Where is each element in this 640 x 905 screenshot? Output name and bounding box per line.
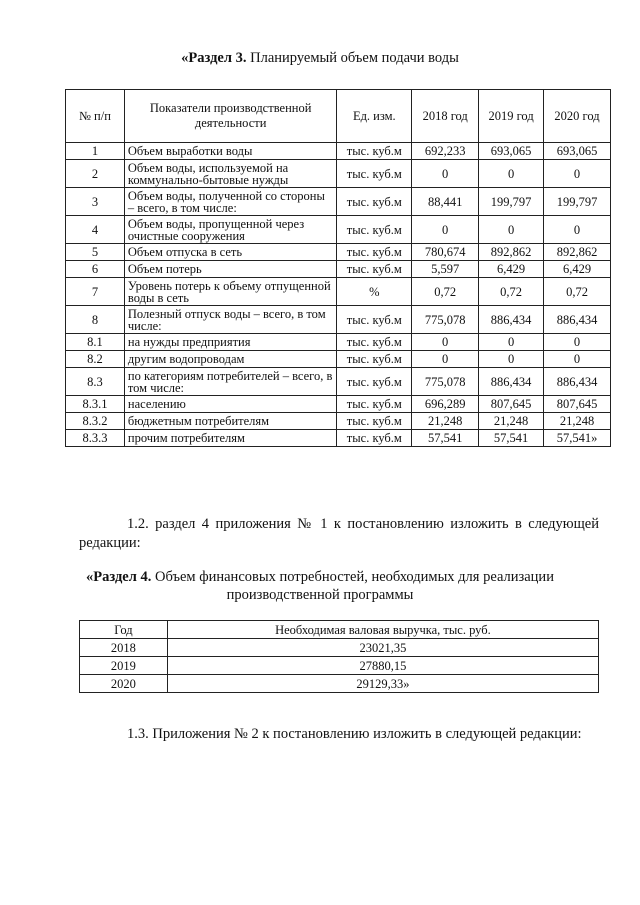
table-row: [66, 430, 611, 447]
row-value-2019: 0: [479, 160, 544, 188]
section3-title: [0, 50, 640, 67]
row-value-2018: 0: [412, 351, 479, 368]
table-row: [66, 396, 611, 413]
row-number: 5: [66, 244, 125, 261]
table-row: [80, 657, 599, 675]
row-year: 2020: [80, 675, 168, 693]
row-indicator: прочим потребителям: [124, 430, 337, 447]
row-unit: тыс. куб.м: [337, 368, 412, 396]
financial-needs-table: [79, 620, 599, 693]
row-value-2019: 199,797: [479, 188, 544, 216]
row-unit: тыс. куб.м: [337, 188, 412, 216]
row-value-2019: 0,72: [479, 278, 544, 306]
row-value-2020: 0: [544, 216, 611, 244]
row-unit: %: [337, 278, 412, 306]
table-row: [66, 188, 611, 216]
row-unit: тыс. куб.м: [337, 216, 412, 244]
row-value-2020: 0: [544, 334, 611, 351]
row-number: 7: [66, 278, 125, 306]
paragraph-1-2: 1.2. раздел 4 приложения № 1 к постановлению изложить в следующей редакции:: [79, 516, 599, 551]
row-indicator: Объем воды, пропущенной через очистные сооружения: [124, 216, 337, 244]
row-unit: тыс. куб.м: [337, 143, 412, 160]
row-number: 4: [66, 216, 125, 244]
header-2019: 2019 год: [479, 90, 544, 143]
table-row: [66, 278, 611, 306]
row-unit: тыс. куб.м: [337, 160, 412, 188]
row-value-2018: 696,289: [412, 396, 479, 413]
row-value-2018: 21,248: [412, 413, 479, 430]
row-year: 2019: [80, 657, 168, 675]
table-header-row: [66, 90, 611, 143]
row-value-2019: 892,862: [479, 244, 544, 261]
table-row: [66, 306, 611, 334]
table-row: [66, 334, 611, 351]
header-2020: 2020 год: [544, 90, 611, 143]
row-number: 8.3.2: [66, 413, 125, 430]
row-value-2020: 0: [544, 351, 611, 368]
row-unit: тыс. куб.м: [337, 306, 412, 334]
row-value-2018: 57,541: [412, 430, 479, 447]
row-value-2020: 807,645: [544, 396, 611, 413]
row-value-2020: 199,797: [544, 188, 611, 216]
row-indicator: Уровень потерь к объему отпущенной воды в сеть: [124, 278, 337, 306]
table-header-row: [80, 621, 599, 639]
table-row: [80, 675, 599, 693]
row-value-2020: 57,541»: [544, 430, 611, 447]
row-unit: тыс. куб.м: [337, 261, 412, 278]
header-num: № п/п: [66, 90, 125, 143]
row-value-2018: 0: [412, 160, 479, 188]
row-value-2020: 693,065: [544, 143, 611, 160]
row-value-2020: 886,434: [544, 306, 611, 334]
section4-title-text: Объем финансовых потребностей, необходимых для реализации: [154, 569, 554, 585]
row-revenue: 29129,33»: [167, 675, 598, 693]
paragraph-1-3: 1.3. Приложения № 2 к постановлению изложить в следующей редакции:: [127, 726, 582, 742]
header-indicator: Показатели производственной деятельности: [124, 90, 337, 143]
row-value-2020: 0: [544, 160, 611, 188]
section3-title-bold: «Раздел 3.: [181, 50, 247, 66]
row-value-2020: 886,434: [544, 368, 611, 396]
header-revenue: Необходимая валовая выручка, тыс. руб.: [167, 621, 598, 639]
row-number: 3: [66, 188, 125, 216]
row-value-2019: 0: [479, 351, 544, 368]
row-value-2019: 886,434: [479, 306, 544, 334]
row-value-2019: 886,434: [479, 368, 544, 396]
row-indicator: Объем воды, используемой на коммунально-бытовые нужды: [124, 160, 337, 188]
table-body: [80, 639, 599, 693]
row-value-2020: 0,72: [544, 278, 611, 306]
row-unit: тыс. куб.м: [337, 244, 412, 261]
row-value-2020: 21,248: [544, 413, 611, 430]
row-number: 1: [66, 143, 125, 160]
section3-title-text: Планируемый объем подачи воды: [250, 50, 459, 66]
row-value-2018: 780,674: [412, 244, 479, 261]
row-value-2018: 88,441: [412, 188, 479, 216]
table-row: [66, 368, 611, 396]
row-indicator: Объем потерь: [124, 261, 337, 278]
row-value-2018: 0,72: [412, 278, 479, 306]
row-number: 8: [66, 306, 125, 334]
header-2018: 2018 год: [412, 90, 479, 143]
row-value-2020: 892,862: [544, 244, 611, 261]
row-value-2019: 0: [479, 334, 544, 351]
row-revenue: 23021,35: [167, 639, 598, 657]
row-value-2019: 807,645: [479, 396, 544, 413]
row-value-2018: 0: [412, 334, 479, 351]
row-value-2019: 21,248: [479, 413, 544, 430]
row-unit: тыс. куб.м: [337, 413, 412, 430]
table-row: [66, 351, 611, 368]
row-value-2018: 692,233: [412, 143, 479, 160]
row-year: 2018: [80, 639, 168, 657]
row-number: 2: [66, 160, 125, 188]
row-unit: тыс. куб.м: [337, 351, 412, 368]
row-value-2019: 6,429: [479, 261, 544, 278]
row-unit: тыс. куб.м: [337, 396, 412, 413]
row-value-2019: 57,541: [479, 430, 544, 447]
row-indicator: на нужды предприятия: [124, 334, 337, 351]
row-value-2020: 6,429: [544, 261, 611, 278]
table-row: [66, 143, 611, 160]
row-number: 8.3.3: [66, 430, 125, 447]
row-value-2018: 5,597: [412, 261, 479, 278]
header-year: Год: [80, 621, 168, 639]
row-indicator: Объем отпуска в сеть: [124, 244, 337, 261]
table-row: [66, 244, 611, 261]
planned-water-supply-table: [65, 89, 611, 447]
row-number: 8.3.1: [66, 396, 125, 413]
row-value-2019: 693,065: [479, 143, 544, 160]
row-indicator: населению: [124, 396, 337, 413]
table-row: [66, 216, 611, 244]
row-revenue: 27880,15: [167, 657, 598, 675]
header-unit: Ед. изм.: [337, 90, 412, 143]
row-value-2018: 775,078: [412, 368, 479, 396]
row-value-2019: 0: [479, 216, 544, 244]
table-body: [66, 143, 611, 447]
row-number: 8.3: [66, 368, 125, 396]
row-indicator: Полезный отпуск воды – всего, в том числе:: [124, 306, 337, 334]
section4-title: [0, 569, 640, 586]
table-row: [66, 413, 611, 430]
row-number: 8.2: [66, 351, 125, 368]
row-indicator: Объем воды, полученной со стороны – всего, в том числе:: [124, 188, 337, 216]
row-indicator: другим водопроводам: [124, 351, 337, 368]
table-row: [66, 261, 611, 278]
row-unit: тыс. куб.м: [337, 334, 412, 351]
row-number: 8.1: [66, 334, 125, 351]
section4-title-line2: производственной программы: [226, 587, 414, 603]
row-number: 6: [66, 261, 125, 278]
row-indicator: Объем выработки воды: [124, 143, 337, 160]
row-value-2018: 775,078: [412, 306, 479, 334]
table-row: [80, 639, 599, 657]
table-row: [66, 160, 611, 188]
row-unit: тыс. куб.м: [337, 430, 412, 447]
row-value-2018: 0: [412, 216, 479, 244]
section4-title-bold: «Раздел 4.: [86, 569, 152, 585]
row-indicator: по категориям потребителей – всего, в том числе:: [124, 368, 337, 396]
row-indicator: бюджетным потребителям: [124, 413, 337, 430]
